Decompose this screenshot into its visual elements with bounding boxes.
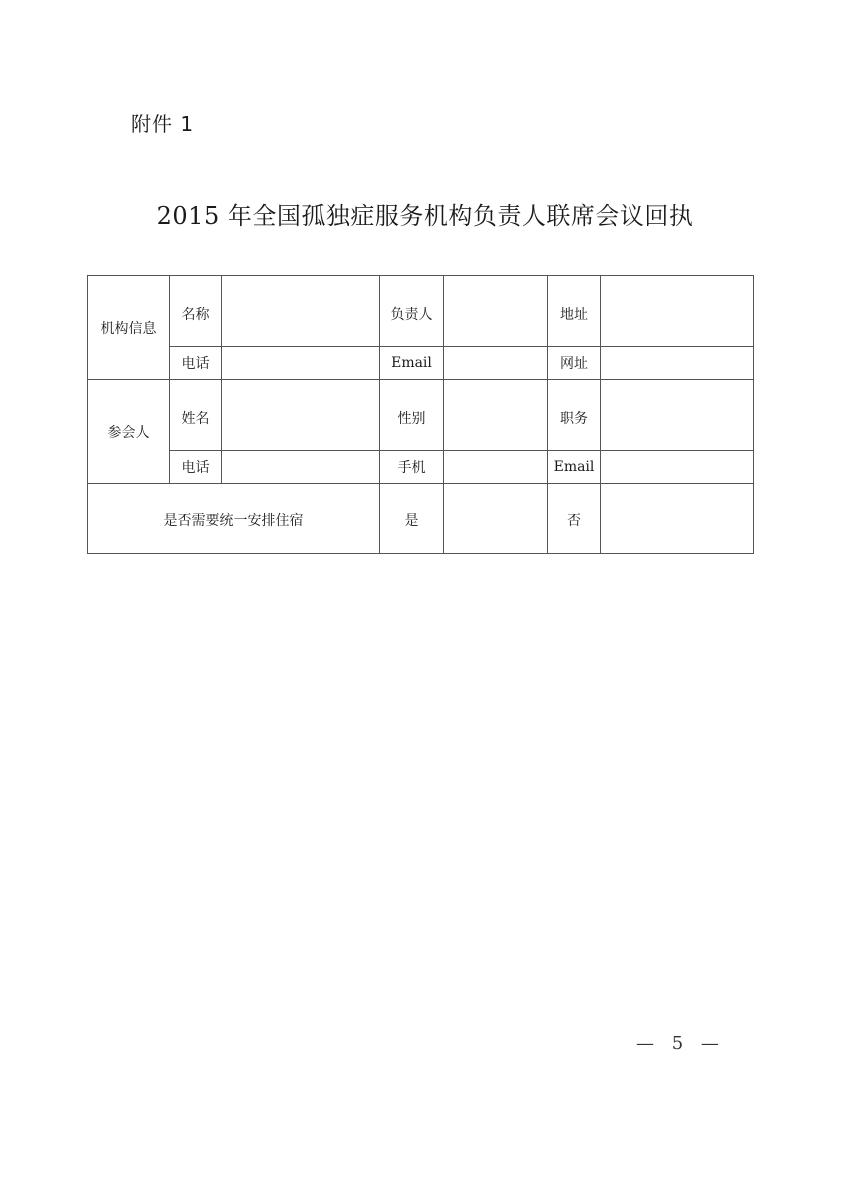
org-phone-field[interactable] — [222, 347, 380, 380]
attachment-label: 附件 1 — [131, 112, 195, 136]
org-website-label: 网址 — [548, 347, 601, 380]
org-address-label: 地址 — [548, 276, 601, 347]
lodging-no-field[interactable] — [601, 484, 754, 554]
lodging-yes-label: 是 — [380, 484, 444, 554]
org-email-field[interactable] — [444, 347, 548, 380]
attendee-mobile-label: 手机 — [380, 451, 444, 484]
lodging-row — [88, 484, 754, 554]
attendee-section-label: 参会人 — [88, 380, 170, 484]
attendee-phone-field[interactable] — [222, 451, 380, 484]
registration-form-table — [87, 275, 754, 554]
attendee-row-2 — [88, 451, 754, 484]
org-head-label: 负责人 — [380, 276, 444, 347]
lodging-question-label: 是否需要统一安排住宿 — [88, 484, 380, 554]
org-email-label: Email — [380, 347, 444, 380]
document-title: 2015 年全国孤独症服务机构负责人联席会议回执 — [156, 202, 694, 230]
org-row-1 — [88, 276, 754, 347]
org-name-field[interactable] — [222, 276, 380, 347]
page-number: — 5 — — [636, 1033, 725, 1054]
org-phone-label: 电话 — [170, 347, 222, 380]
attendee-phone-label: 电话 — [170, 451, 222, 484]
org-address-field[interactable] — [601, 276, 754, 347]
attendee-email-label: Email — [548, 451, 601, 484]
org-row-2 — [88, 347, 754, 380]
org-head-field[interactable] — [444, 276, 548, 347]
lodging-yes-field[interactable] — [444, 484, 548, 554]
attendee-name-label: 姓名 — [170, 380, 222, 451]
org-name-label: 名称 — [170, 276, 222, 347]
attendee-position-label: 职务 — [548, 380, 601, 451]
attendee-row-1 — [88, 380, 754, 451]
attendee-email-field[interactable] — [601, 451, 754, 484]
org-website-field[interactable] — [601, 347, 754, 380]
lodging-no-label: 否 — [548, 484, 601, 554]
attendee-name-field[interactable] — [222, 380, 380, 451]
attendee-gender-field[interactable] — [444, 380, 548, 451]
attendee-gender-label: 性别 — [380, 380, 444, 451]
org-section-label: 机构信息 — [88, 276, 170, 380]
attendee-position-field[interactable] — [601, 380, 754, 451]
attendee-mobile-field[interactable] — [444, 451, 548, 484]
